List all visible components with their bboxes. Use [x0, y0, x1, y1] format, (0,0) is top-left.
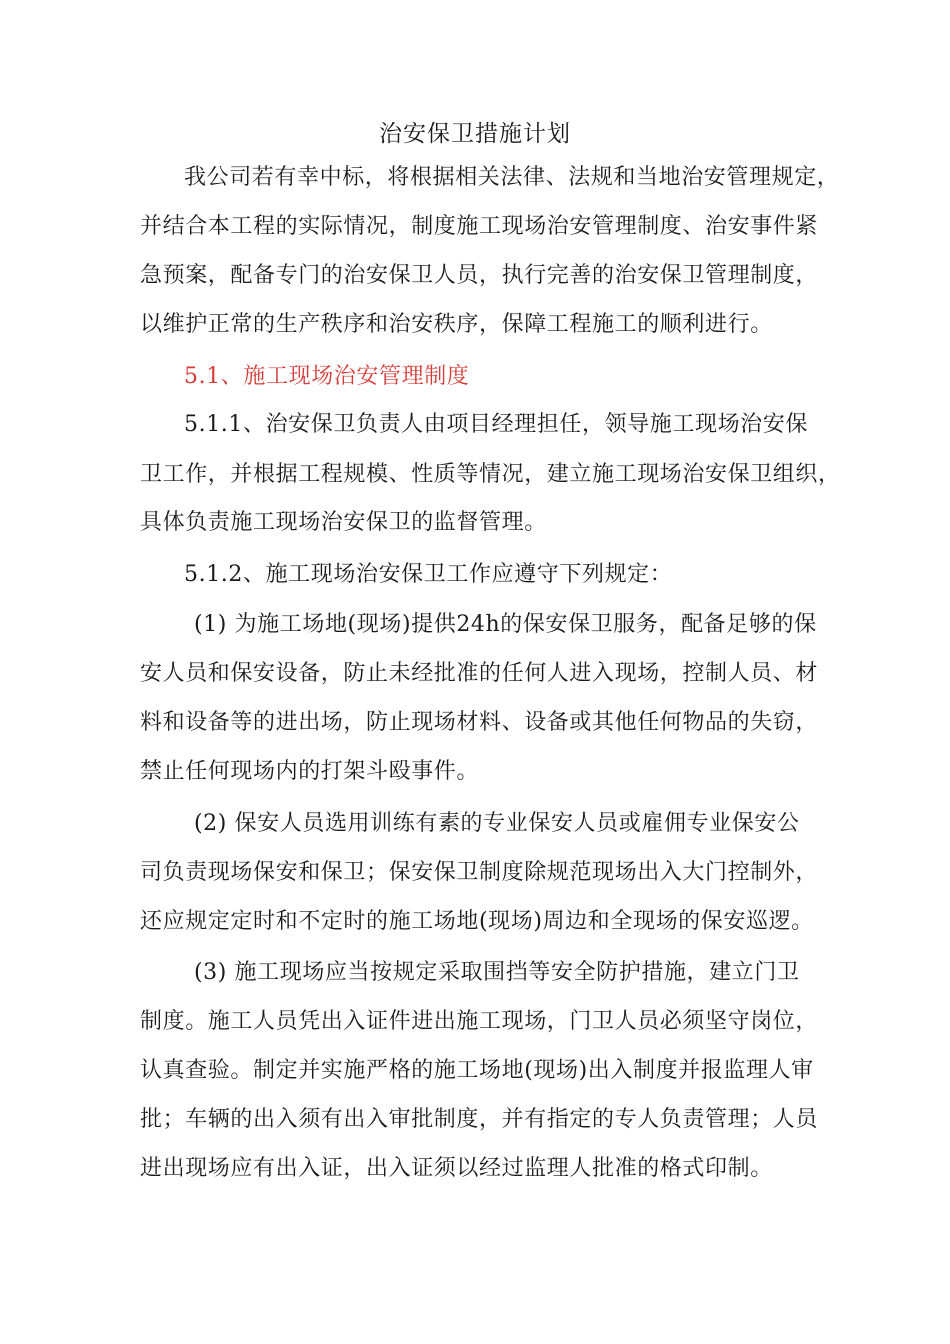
item-3-line-3: 认真查验。制定并实施严格的施工场地(现场)出入制度并报监理人审 — [140, 1058, 814, 1083]
clause-5-1-2-line-1: 5.1.2、施工现场治安保卫工作应遵守下列规定： — [184, 562, 673, 587]
clause-5-1-1-line-2: 卫工作，并根据工程规模、性质等情况，建立施工现场治安保卫组织， — [140, 462, 841, 487]
item-2-line-2: 司负责现场保安和保卫；保安保卫制度除规范现场出入大门控制外， — [140, 860, 819, 885]
item-1-line-3: 料和设备等的进出场，防止现场材料、设备或其他任何物品的失窃， — [140, 710, 819, 735]
item-3-line-5: 进出现场应有出入证，出入证须以经过监理人批准的格式印制。 — [140, 1156, 773, 1181]
clause-5-1-1-line-3: 具体负责施工现场治安保卫的监督管理。 — [140, 510, 547, 535]
section-heading-5-1: 5.1、施工现场治安管理制度 — [184, 364, 470, 389]
item-3-line-4: 批；车辆的出入须有出入审批制度，并有指定的专人负责管理；人员 — [140, 1107, 819, 1132]
item-2-line-3: 还应规定定时和不定时的施工场地(现场)周边和全现场的保安巡逻。 — [140, 909, 814, 934]
document-title: 治安保卫措施计划 — [379, 121, 571, 147]
item-1-line-4: 禁止任何现场内的打架斗殴事件。 — [140, 759, 480, 784]
intro-line-4: 以维护正常的生产秩序和治安秩序，保障工程施工的顺利进行。 — [140, 312, 773, 337]
clause-5-1-1-line-1: 5.1.1、治安保卫负责人由项目经理担任，领导施工现场治安保 — [184, 412, 808, 437]
item-1-line-2: 安人员和保安设备，防止未经批准的任何人进入现场，控制人员、材 — [140, 661, 819, 686]
item-1-line-1: (1) 为施工场地(现场)提供24h的保安保卫服务，配备足够的保 — [194, 612, 817, 637]
item-2-line-1: (2) 保安人员选用训练有素的专业保安人员或雇佣专业保安公 — [194, 811, 800, 836]
intro-line-1: 我公司若有幸中标，将根据相关法律、法规和当地治安管理规定， — [184, 165, 840, 190]
item-3-line-1: (3) 施工现场应当按规定采取围挡等安全防护措施，建立门卫 — [194, 960, 800, 985]
intro-line-3: 急预案，配备专门的治安保卫人员，执行完善的治安保卫管理制度， — [140, 263, 819, 288]
item-3-line-2: 制度。施工人员凭出入证件进出施工现场，门卫人员必须坚守岗位， — [140, 1009, 819, 1034]
intro-line-2: 并结合本工程的实际情况，制度施工现场治安管理制度、治安事件紧 — [140, 214, 819, 239]
